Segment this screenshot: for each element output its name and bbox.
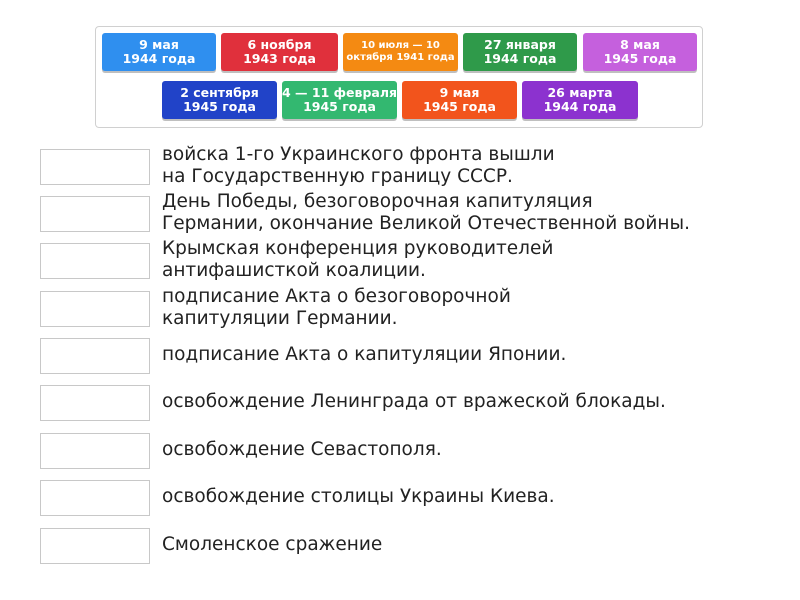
- tile-line1: 27 января: [484, 37, 556, 52]
- tile-9-may-1944[interactable]: [102, 33, 216, 71]
- tile-26-march-1944[interactable]: [522, 81, 638, 119]
- tile-9-may-1945[interactable]: [402, 81, 517, 119]
- tile-6-november-1943[interactable]: [221, 33, 338, 71]
- tile-8-may-1945[interactable]: [583, 33, 697, 71]
- drop-slot[interactable]: [40, 243, 150, 279]
- tile-line1: 9 мая: [439, 85, 480, 100]
- tile-line2: 1945 года: [603, 51, 677, 66]
- drop-slot[interactable]: [40, 528, 150, 564]
- drop-slot[interactable]: [40, 196, 150, 232]
- event-text: освобождение Севастополя.: [162, 439, 442, 460]
- tile-line1: 2 сентября: [180, 85, 259, 100]
- tile-line2: 1945 года: [183, 99, 256, 114]
- tile-line1: 4 — 11 февраля: [282, 85, 398, 100]
- answer-tiles-tray: [95, 26, 703, 128]
- event-text: войска 1-го Украинского фронта вышли на Государственную границу СССР.: [162, 144, 555, 187]
- drop-slot[interactable]: [40, 149, 150, 185]
- event-text: подписание Акта о безоговорочной капитуляции Германии.: [162, 286, 511, 329]
- drop-slot[interactable]: [40, 338, 150, 374]
- tile-27-january-1944[interactable]: [463, 33, 577, 71]
- event-text: подписание Акта о капитуляции Японии.: [162, 344, 567, 365]
- tile-line2: 1943 года: [243, 51, 316, 66]
- drop-slot[interactable]: [40, 433, 150, 469]
- tile-line1: 9 мая: [139, 37, 179, 52]
- drop-slot[interactable]: [40, 480, 150, 516]
- drop-slot[interactable]: [40, 385, 150, 421]
- event-text: освобождение Ленинграда от вражеской блокады.: [162, 391, 666, 412]
- event-text: Крымская конференция руководителей антифашисткой коалиции.: [162, 238, 554, 281]
- tile-line2: 1945 года: [423, 99, 496, 114]
- tile-line1: 26 марта: [547, 85, 613, 100]
- tile-line2: 1944 года: [122, 51, 196, 66]
- tile-line2: 1944 года: [483, 51, 557, 66]
- tile-line1: 6 ноября: [247, 37, 312, 52]
- tile-line1: 8 мая: [620, 37, 660, 52]
- event-text: освобождение столицы Украины Киева.: [162, 486, 555, 507]
- event-text: Смоленское сражение: [162, 534, 383, 555]
- event-text: День Победы, безоговорочная капитуляция Германии, окончание Великой Отечественной войны.: [162, 191, 690, 234]
- tile-line2: 1945 года: [303, 99, 376, 114]
- drop-slot[interactable]: [40, 291, 150, 327]
- tile-line2: 1944 года: [543, 99, 617, 114]
- tile-line2: октября 1941 года: [346, 52, 455, 63]
- tile-10-july-1941[interactable]: [343, 33, 458, 71]
- tile-4-11-february-1945[interactable]: [282, 81, 397, 119]
- tile-line1: 10 июля — 10: [361, 40, 440, 51]
- tile-2-september-1945[interactable]: [162, 81, 277, 119]
